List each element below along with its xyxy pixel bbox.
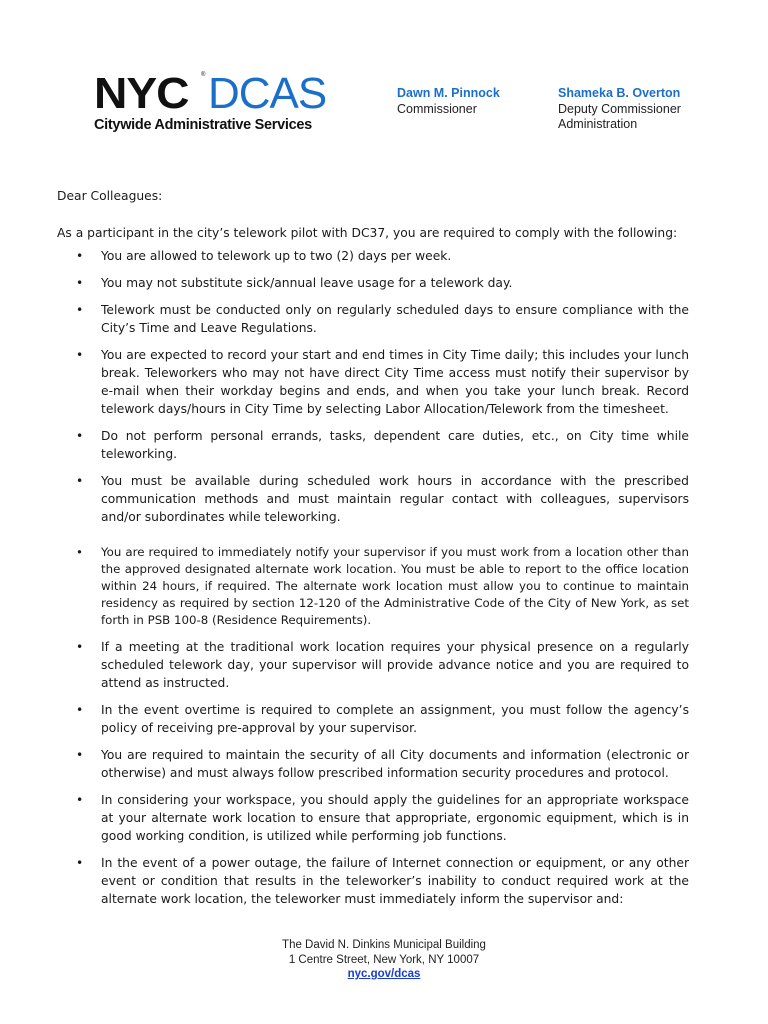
list-item: • Telework must be conducted only on regularly scheduled days to ensure compliance with the City’s Time and Leave Regulations. [76,303,689,335]
deputy-commissioner-department: Administration [558,117,638,131]
bullet-icon: • [76,545,83,559]
bullet-icon: • [76,640,84,654]
list-item: • In the event overtime is required to complete an assignment, you must follow the agency’s policy of receiving pre-approval by your supervisor. [76,703,689,735]
logo-nyc-wordmark: NYC [94,69,189,118]
deputy-commissioner-block [558,86,681,133]
list-item: • You may not substitute sick/annual leave usage for a telework day. [76,276,513,290]
commissioner-block [397,86,500,117]
list-item: • You are expected to record your start and end times in City Time daily; this includes your lunch break. Teleworkers who may not have direct City Time access must notify their supervisor by e-mail when their workday begins and ends, and when you take your lunch break. Record telework days/hours in City Time by selecting Labor Allocation/Telework from the timesheet. [76,348,689,416]
footer-building: The David N. Dinkins Municipal Building [282,939,486,951]
list-item: • In considering your workspace, you should apply the guidelines for an appropriate workspace at your alternate work location to ensure that appropriate, ergonomic equipment, which is in good working condition, is utilized while performing job functions. [76,793,689,843]
bullet-icon: • [76,474,84,488]
bullet-icon: • [76,793,84,807]
bullet-icon: • [76,748,84,762]
bullet-icon: • [76,348,84,362]
footer [0,938,768,982]
bullet-icon: • [76,249,84,263]
commissioner-name: Dawn M. Pinnock [397,86,500,100]
requirements-list [57,247,689,908]
list-item: • You are required to maintain the security of all City documents and information (electronic or otherwise) and must always follow prescribed information security procedures and protocol. [76,748,689,780]
bullet-icon: • [76,276,84,290]
list-item: • You are allowed to telework up to two (2) days per week. [76,249,452,263]
bullet-icon: • [76,703,84,717]
logo-dcas-wordmark: DCAS [208,69,327,118]
list-item: • If a meeting at the traditional work location requires your physical presence on a regularly scheduled telework day, your supervisor will provide advance notice and you are required to attend as instructed. [76,640,689,690]
logo-subtitle: Citywide Administrative Services [94,117,312,133]
footer-website-link[interactable]: nyc.gov/dcas [347,968,421,980]
list-item: • In the event of a power outage, the failure of Internet connection or equipment, or any other event or condition that results in the teleworker’s inability to conduct required work at the alternate work location, the teleworker must immediately inform the supervisor and: [76,856,689,906]
deputy-commissioner-title: Deputy Commissioner [558,101,681,116]
logo-registered-mark: ® [201,72,206,78]
nyc-dcas-logo [94,69,354,136]
commissioner-title: Commissioner [397,101,477,116]
bullet-icon: • [76,856,84,870]
salutation: Dear Colleagues: [57,189,163,203]
deputy-commissioner-name: Shameka B. Overton [558,86,681,100]
intro-paragraph: As a participant in the city’s telework pilot with DC37, you are required to comply with the following: [57,226,678,240]
bullet-icon: • [76,429,84,443]
list-item: • You are required to immediately notify your supervisor if you must work from a location other than the approved designated alternate work location. You must be able to report to the office location within 24 hours, if required. The alternate work location must allow you to continue to maintain residency as required by section 12-120 of the Administrative Code of the City of New York, as set forth in PSB 100-8 (Residence Requirements). [76,545,689,627]
list-item: • Do not perform personal errands, tasks, dependent care duties, etc., on City time while teleworking. [76,429,689,461]
letter-body [57,187,689,917]
bullet-icon: • [76,303,84,317]
list-item: • You must be available during scheduled work hours in accordance with the prescribed communication methods and must maintain regular contact with colleagues, supervisors and/or subordinates while teleworking. [76,474,689,524]
footer-address: 1 Centre Street, New York, NY 10007 [288,953,480,966]
